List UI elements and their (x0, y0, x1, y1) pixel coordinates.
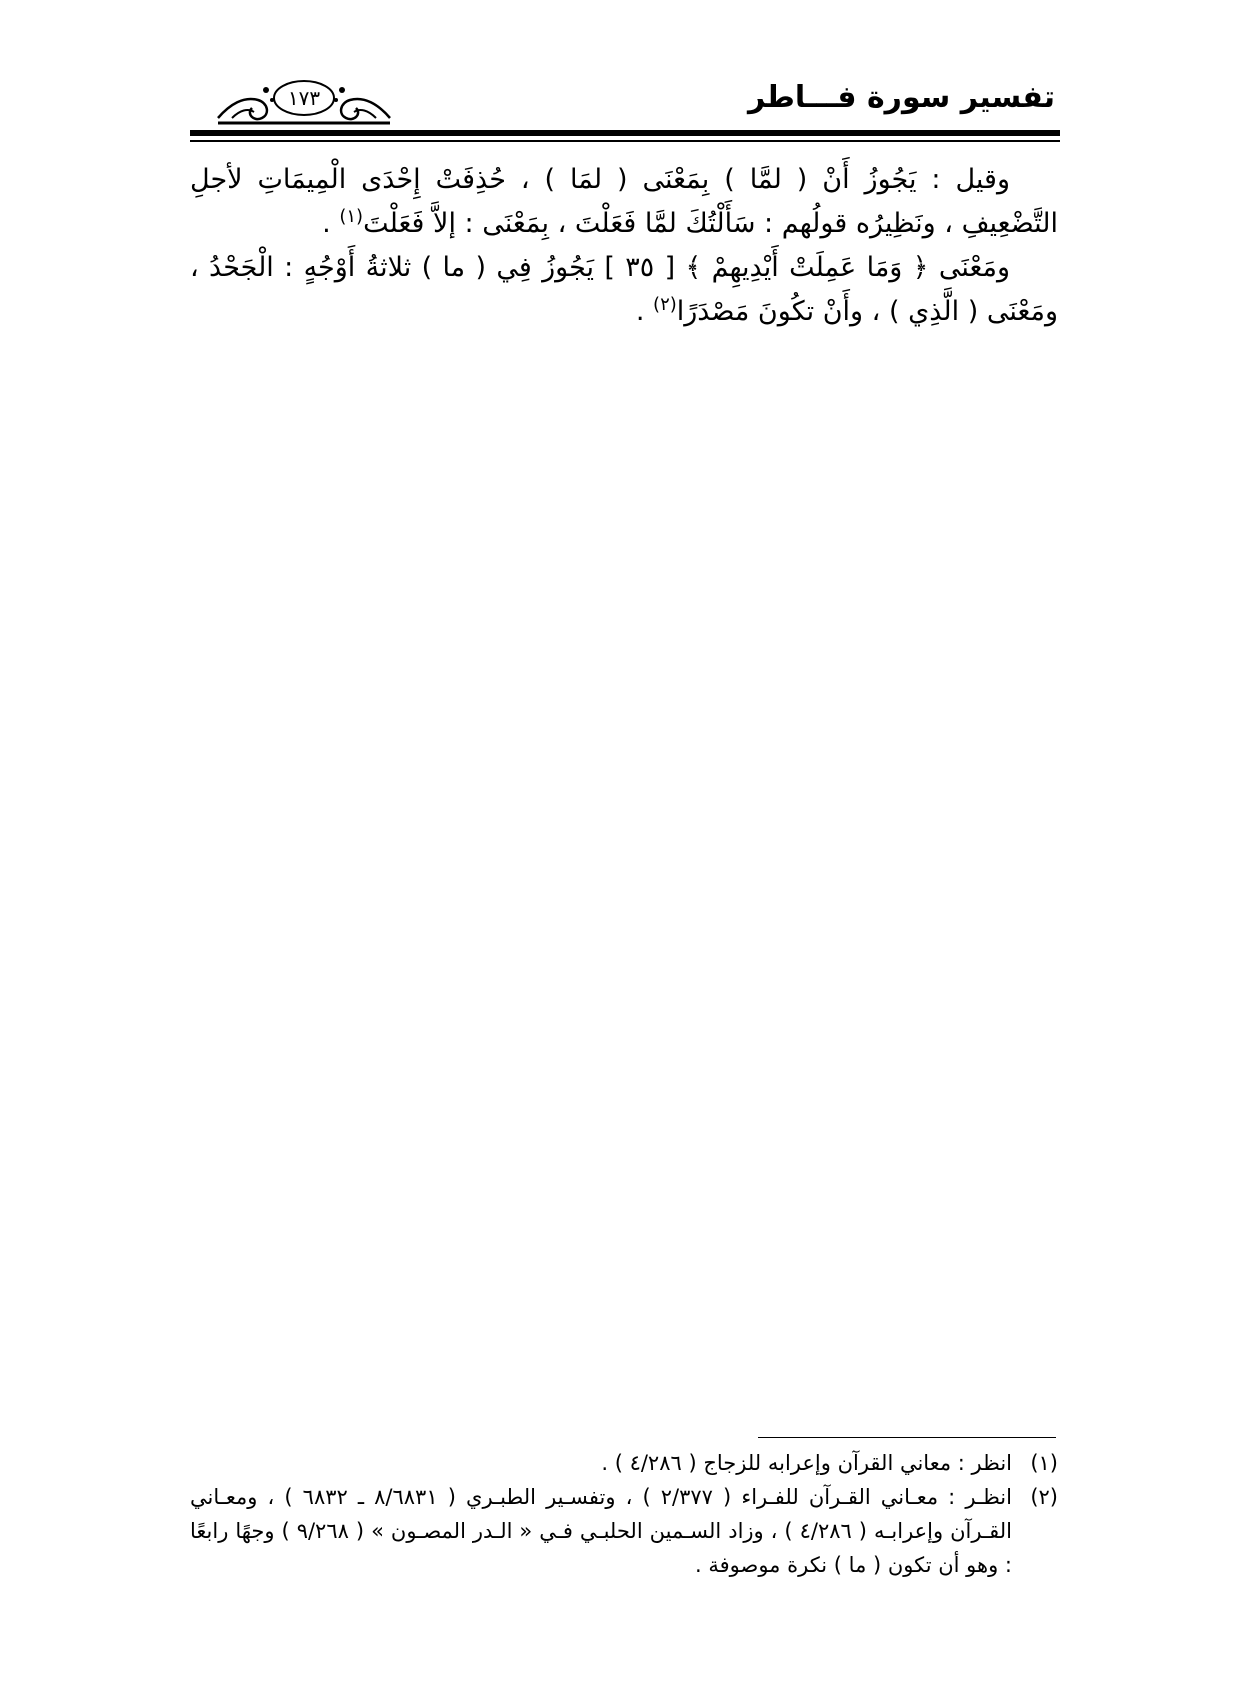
footnote-number: (٢) (1030, 1485, 1058, 1509)
paragraph-2-end: . (635, 296, 654, 327)
paragraph-1-text: وقيل : يَجُوزُ أَنْ ( لمَّا ) بِمَعْنَى ( لمَا ) ، حُذِفَتْ إِحْدَى الْمِيمَاتِ لأجلِ التَّضْعِيفِ ، ونَظِيرُه قولُهم : سَأَلْتُكَ لمَّا فَعَلْتَ ، بِمَعْنَى : إلاَّ فَعَلْتَ (190, 164, 1058, 239)
header-rule-thick (190, 130, 1060, 136)
footnote-text: انظر : معاني القرآن وإعرابه للزجاج ( ٤/٢٨٦ ) . (601, 1451, 1012, 1475)
header-rule-thin (190, 140, 1060, 142)
footnote-ref-2: (٢) (653, 294, 677, 315)
paragraph-1-end: . (322, 208, 340, 239)
page-number-ornament (214, 74, 394, 126)
footnote-number: (١) (1030, 1451, 1058, 1475)
page-number: ١٧٣ (287, 86, 321, 110)
running-title: تفسير سورة فـــاطر (747, 80, 1055, 115)
main-text (190, 158, 1058, 334)
footnote-1 (190, 1446, 1058, 1480)
footnote-separator (758, 1437, 1056, 1438)
footnotes (190, 1446, 1058, 1582)
footnote-ref-1: (١) (339, 206, 364, 227)
footnote-2 (190, 1480, 1058, 1582)
paragraph-2 (190, 246, 1058, 334)
paragraph-2-text: ومَعْنَى ﴿ وَمَا عَمِلَتْ أَيْدِيهِمْ ﴾ [ ٣٥ ] يَجُوزُ فِي ( ما ) ثلاثةُ أَوْجُهٍ : الْجَحْدُ ، ومَعْنَى ( الَّذِي ) ، وأَنْ تكُونَ مَصْدَرًا (190, 252, 1058, 327)
paragraph-1 (190, 158, 1058, 246)
footnote-text: انظـر : معـاني القـرآن للفـراء ( ٢/٣٧٧ ) ، وتفسـير الطبـري ( ٨/٦٨٣١ ـ ٦٨٣٢ ) ، ومعـاني القـرآن وإعرابـه ( ٤/٢٨٦ ) ، وزاد السـمين الحلبـي فـي « الـدر المصـون » ( ٩/٢٦٨ ) وجهًا رابعًا : وهو أن تكون ( ما ) نكرة موصوفة . (190, 1485, 1012, 1577)
